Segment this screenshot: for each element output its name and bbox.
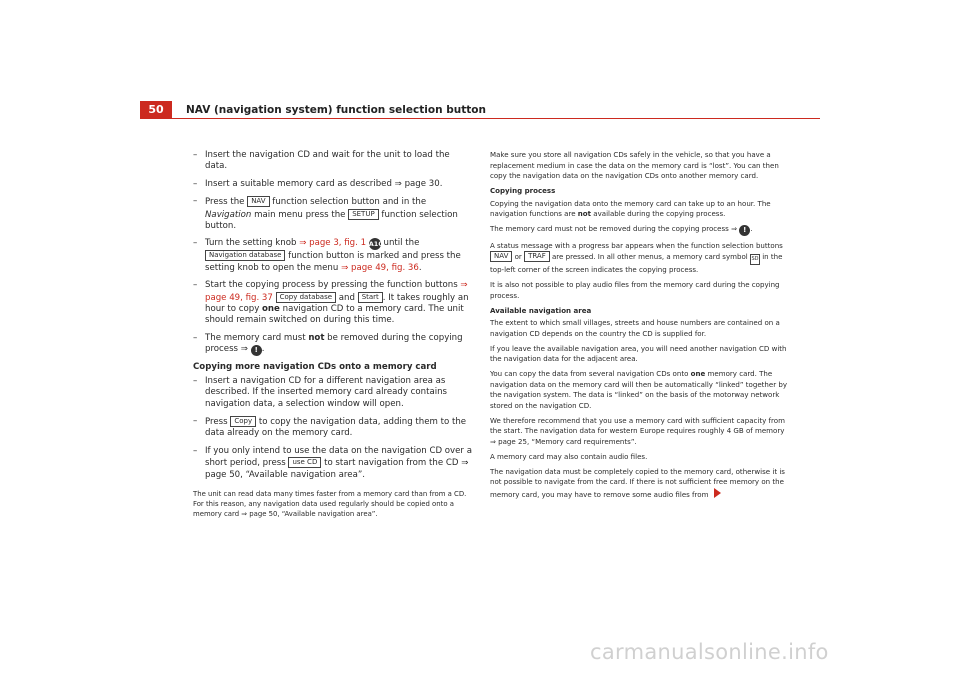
subheading-available-area: Available navigation area	[490, 305, 592, 315]
step-turn-knob: – Turn the setting knob ⇒ page 3, fig. 1 A10 until the Navigation database function button is marked and press the setting knob to open the menu ⇒ page 49, fig. 36.	[193, 238, 473, 274]
knob-icon: A10	[368, 240, 383, 249]
paragraph: We therefore recommend that you use a memory card with sufficient capacity from the start. The navigation data for western Europe requires roughly 4 GB of memory ⇒ page 25, “Memory card requirements”.	[490, 415, 785, 446]
setup-button: SETUP	[348, 209, 379, 220]
step-use-cd: – If you only intend to use the data on the navigation CD over a short period, press use CD to start navigation from the CD ⇒ page 50, “Available navigation area”.	[193, 446, 473, 481]
use-cd-button: use CD	[288, 457, 321, 468]
traf-button: TRAF	[524, 251, 550, 262]
warning-icon: !	[739, 225, 750, 236]
paragraph: If you leave the available navigation area, you will need another navigation CD with the navigation data for the adjacent area.	[490, 343, 787, 363]
watermark: carmanualsonline.info	[590, 640, 829, 664]
paragraph: A memory card may also contain audio files.	[490, 451, 648, 461]
paragraph: Copying the navigation data onto the memory card can take up to an hour. The navigation functions are not available during the copying process.	[490, 198, 771, 218]
paragraph: The navigation data must be completely copied to the memory card, otherwise it is not possible to navigate from the card. If there is not sufficient free memory on the memory card, you may have to remove some audio files from	[490, 466, 785, 499]
next-page-arrow-icon	[714, 488, 721, 498]
step-start-copy: – Start the copying process by pressing the function buttons ⇒ page 49, fig. 37 Copy database and Start . It takes roughly an hour to copy one navigation CD to a memory card. The unit should remain switched on during this time.	[193, 280, 473, 327]
page-ref-link[interactable]: ⇒ page 49, fig. 36	[341, 262, 419, 273]
paragraph: Make sure you store all navigation CDs safely in the vehicle, so that you have a replacement medium in case the data on the memory card is “lost”. You can then copy the navigation data on the navigation CDs onto another memory card.	[490, 150, 779, 180]
paragraph: A status message with a progress bar appears when the function selection buttons NAV or TRAF are pressed. In all other menus, a memory card symbol SD in the top-left corner of the screen indicates the copying process.	[490, 240, 783, 274]
subheading-more-cds: Copying more navigation CDs onto a memory card	[193, 362, 437, 373]
paragraph: It is also not possible to play audio files from the memory card during the copying process.	[490, 280, 780, 300]
step-not-remove: – The memory card must not be removed during the copying process ⇒ ! .	[193, 333, 473, 356]
page-ref-link[interactable]: ⇒ page 3, fig. 1	[299, 238, 367, 249]
copy-button: Copy	[230, 416, 256, 427]
header-rule	[140, 118, 820, 119]
paragraph: You can copy the data from several navigation CDs onto one memory card. The navigation data on the memory card will then be automatically “linked” together by the navigation system. The data is “linked” on the basis of the motorway network stored on the navigation CD.	[490, 369, 788, 410]
right-column	[490, 150, 790, 505]
page-ref-link[interactable]: ⇒ page 49, fig. 37	[205, 280, 468, 303]
nav-button: NAV	[490, 251, 512, 262]
left-column	[193, 150, 473, 519]
step-insert-card: – Insert a suitable memory card as described ⇒ page 30.	[193, 179, 473, 190]
paragraph: The extent to which small villages, streets and house numbers are contained on a navigation CD depends on the country the CD is supplied for.	[490, 318, 780, 338]
step-press-copy: – Press Copy to copy the navigation data, adding them to the data already on the memory card.	[193, 416, 473, 440]
page-header	[140, 101, 820, 118]
step-press-nav: – Press the NAV function selection button and in the Navigation main menu press the SETUP function selection button.	[193, 196, 473, 232]
step-insert-cd: – Insert the navigation CD and wait for the unit to load the data.	[193, 150, 473, 173]
subheading-copying-process: Copying process	[490, 186, 556, 195]
page-number: 50	[140, 101, 172, 118]
paragraph: The memory card must not be removed during the copying process ⇒ ! .	[490, 224, 753, 234]
note-text: The unit can read data many times faster from a memory card than from a CD. For this reason, any navigation data used regularly should be copied onto a memory card ⇒ page 50, “Available navigation area”.	[193, 489, 467, 518]
warning-icon: !	[251, 345, 262, 356]
step-insert-other-cd: – Insert a navigation CD for a different navigation area as described. If the inserted memory card already contains navigation data, a selection window will open.	[193, 376, 473, 410]
page-title: NAV (navigation system) function selection button	[186, 103, 486, 116]
copy-database-button: Copy database	[276, 292, 336, 303]
navigation-database-button: Navigation database	[205, 250, 285, 261]
memory-card-icon: SD	[750, 254, 760, 265]
start-button: Start	[358, 292, 383, 303]
nav-button: NAV	[247, 196, 269, 207]
